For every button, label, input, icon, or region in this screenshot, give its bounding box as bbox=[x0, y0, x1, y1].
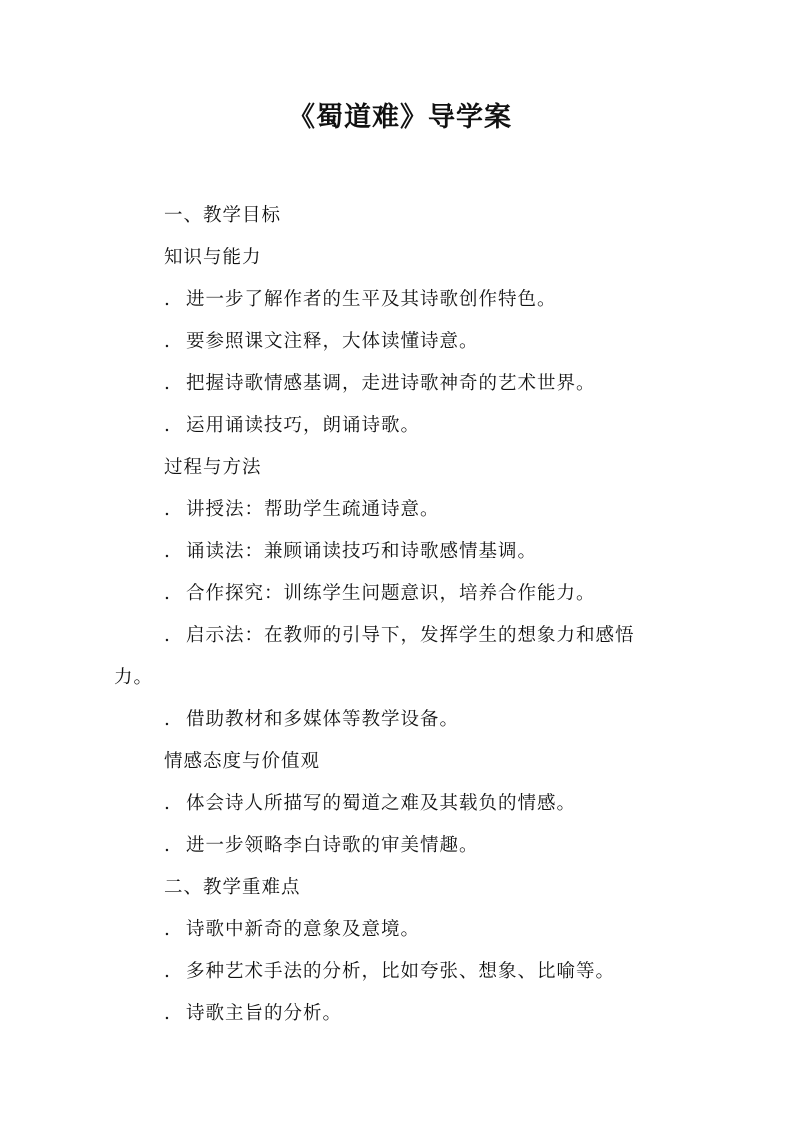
bullet-dot: . bbox=[164, 709, 171, 730]
list-item-text: 诗歌主旨的分析。 bbox=[186, 1003, 343, 1024]
list-item-text: 把握诗歌情感基调，走进诗歌神奇的艺术世界。 bbox=[186, 373, 596, 394]
bullet-dot: . bbox=[164, 289, 171, 310]
list-item bbox=[164, 917, 420, 943]
list-item bbox=[164, 413, 420, 439]
bullet-dot: . bbox=[164, 373, 171, 394]
list-item bbox=[164, 707, 459, 733]
list-item bbox=[164, 623, 635, 649]
list-item bbox=[164, 371, 596, 397]
list-item bbox=[164, 1001, 342, 1027]
bullet-dot: . bbox=[164, 415, 171, 436]
list-item-text: 合作探究：训练学生问题意识，培养合作能力。 bbox=[186, 583, 596, 604]
bullet-dot: . bbox=[164, 625, 171, 646]
list-item-text: 多种艺术手法的分析，比如夸张、想象、比喻等。 bbox=[186, 961, 616, 982]
bullet-dot: . bbox=[164, 835, 171, 856]
document-title: 《蜀道难》导学案 bbox=[288, 102, 512, 133]
list-item-text: 借助教材和多媒体等教学设备。 bbox=[186, 709, 460, 730]
subheading-knowledge-ability: 知识与能力 bbox=[164, 247, 262, 268]
bullet-dot: . bbox=[164, 961, 171, 982]
bullet-dot: . bbox=[164, 919, 171, 940]
bullet-dot: . bbox=[164, 583, 171, 604]
list-item bbox=[164, 539, 537, 565]
bullet-dot: . bbox=[164, 1003, 171, 1024]
list-item-continuation: 力。 bbox=[114, 667, 154, 688]
list-item bbox=[164, 581, 596, 607]
bullet-dot: . bbox=[164, 793, 171, 814]
list-item-text: 运用诵读技巧，朗诵诗歌。 bbox=[186, 415, 421, 436]
list-item bbox=[164, 959, 615, 985]
subheading-emotion-values: 情感态度与价值观 bbox=[164, 751, 321, 772]
list-item-text: 诗歌中新奇的意象及意境。 bbox=[186, 919, 421, 940]
list-item-text: 诵读法：兼顾诵读技巧和诗歌感情基调。 bbox=[186, 541, 538, 562]
list-item bbox=[164, 833, 479, 859]
bullet-dot: . bbox=[164, 331, 171, 352]
list-item bbox=[164, 287, 557, 313]
bullet-dot: . bbox=[164, 499, 171, 520]
section-heading-key-points: 二、教学重难点 bbox=[164, 877, 301, 898]
list-item-text: 进一步了解作者的生平及其诗歌创作特色。 bbox=[186, 289, 557, 310]
list-item-text: 体会诗人所描写的蜀道之难及其载负的情感。 bbox=[186, 793, 577, 814]
list-item-text: 要参照课文注释，大体读懂诗意。 bbox=[186, 331, 479, 352]
bullet-dot: . bbox=[164, 541, 171, 562]
list-item bbox=[164, 497, 440, 523]
list-item-text: 进一步领略李白诗歌的审美情趣。 bbox=[186, 835, 479, 856]
list-item-text: 讲授法：帮助学生疏通诗意。 bbox=[186, 499, 440, 520]
list-item-text: 启示法：在教师的引导下，发挥学生的想象力和感悟 bbox=[186, 625, 635, 646]
section-heading-teaching-goals: 一、教学目标 bbox=[164, 205, 282, 226]
subheading-process-method: 过程与方法 bbox=[164, 457, 262, 478]
list-item bbox=[164, 329, 479, 355]
list-item bbox=[164, 791, 576, 817]
